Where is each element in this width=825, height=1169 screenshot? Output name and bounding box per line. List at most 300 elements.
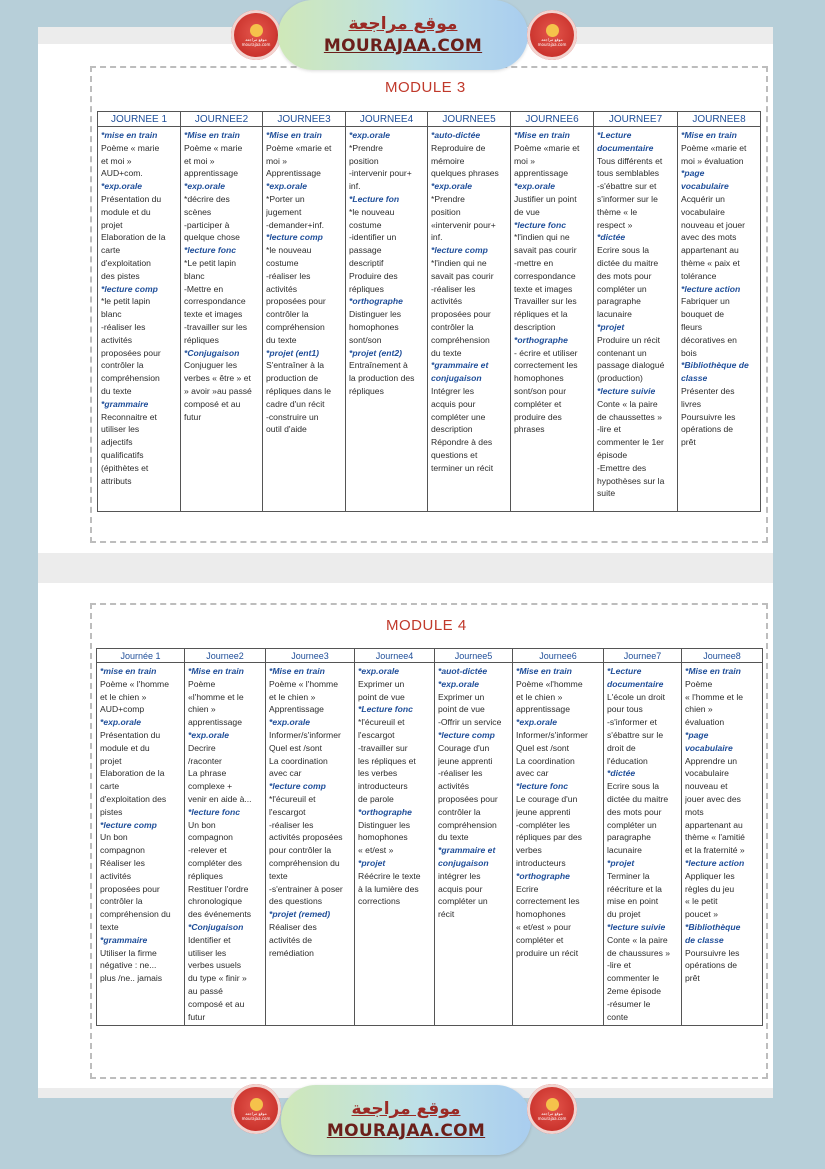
module-title: MODULE 4 bbox=[386, 617, 467, 634]
activity-text: compléter des bbox=[188, 857, 242, 868]
activity-text: produire un récit bbox=[516, 947, 579, 958]
activity-heading: *lecture comp bbox=[100, 819, 157, 830]
activity-text: proposées pour bbox=[266, 296, 326, 307]
activity-text: Exprimer un bbox=[358, 678, 405, 689]
activity-text: Entraînement à bbox=[349, 360, 408, 371]
activity-text: opérations de bbox=[681, 424, 734, 435]
activity-heading: *exp.orale bbox=[438, 678, 480, 689]
activity-text: *décrire des bbox=[184, 193, 230, 204]
activity-text: des événements bbox=[188, 909, 252, 920]
activity-text: Apprentissage bbox=[266, 168, 321, 179]
activity-text: thème « le bbox=[597, 206, 638, 217]
activity-text: -réaliser les bbox=[269, 819, 314, 830]
activity-text: nouveau et bbox=[685, 781, 728, 792]
day-cell bbox=[513, 663, 604, 1026]
logo-text: موقع مراجعة bbox=[245, 36, 267, 42]
activity-text: proposées pour bbox=[100, 883, 160, 894]
activity-text: Poème «l'homme bbox=[516, 678, 583, 689]
site-name-pill[interactable] bbox=[281, 1085, 531, 1155]
activity-heading: *Mise en train bbox=[266, 130, 322, 140]
activity-text: nouveau et jouer bbox=[681, 219, 746, 230]
day-cell bbox=[355, 663, 435, 1026]
day-cell bbox=[98, 127, 181, 512]
activity-text: - écrire et utiliser bbox=[514, 347, 578, 358]
activity-text: -lire et bbox=[597, 424, 621, 435]
logo-sub: mourajaa.com bbox=[537, 1115, 567, 1121]
day-cell bbox=[594, 127, 678, 512]
module-plan-table bbox=[96, 648, 763, 1026]
activity-heading: *Conjugaison bbox=[184, 347, 240, 358]
activity-heading: *lecture fonc bbox=[188, 806, 241, 817]
activity-text: du texte bbox=[101, 385, 132, 396]
day-header: Journée 1 bbox=[97, 649, 185, 663]
activity-heading: *lecture suivie bbox=[607, 921, 666, 932]
activity-text: Apprentissage bbox=[269, 704, 324, 715]
activity-text: acquis pour bbox=[438, 883, 483, 894]
logo-text: موقع مراجعة bbox=[541, 36, 563, 42]
activity-heading: *lecture fonc bbox=[184, 245, 237, 256]
site-name-latin[interactable]: MOURAJAA.COM bbox=[326, 1121, 486, 1141]
activity-text: répliques bbox=[184, 334, 219, 345]
activity-text: -s'entrainer à poser bbox=[269, 883, 343, 894]
activity-text: suite bbox=[597, 488, 616, 499]
activity-text: compléter un bbox=[438, 896, 488, 907]
activity-text: -demander+inf. bbox=[266, 219, 325, 230]
activity-text: compréhension bbox=[101, 373, 160, 384]
activity-heading: vocabulaire bbox=[681, 181, 729, 192]
activity-text: texte bbox=[269, 870, 288, 881]
activity-text: opérations de bbox=[685, 960, 738, 971]
day-cell bbox=[428, 127, 511, 512]
activity-text: Elaboration de la bbox=[100, 768, 165, 779]
activity-text: homophones bbox=[514, 373, 564, 384]
activity-text: -travailler sur les bbox=[184, 321, 248, 332]
activity-text: La coordination bbox=[516, 755, 575, 766]
activity-text: pour contrôler la bbox=[269, 845, 332, 856]
activity-text: module et du bbox=[100, 742, 150, 753]
activity-text: répliques bbox=[188, 870, 223, 881]
activity-text: fleurs bbox=[681, 321, 703, 332]
activity-text: Informer/s'informer bbox=[516, 729, 588, 740]
activity-text: Poème bbox=[685, 678, 713, 689]
activity-heading: *projet bbox=[607, 857, 635, 868]
activity-text: s'informer sur le bbox=[597, 193, 658, 204]
activity-text: Utiliser la firme bbox=[100, 947, 157, 958]
activity-text: -lire et bbox=[607, 960, 631, 971]
activity-text: de chaussures » bbox=[607, 947, 671, 958]
activity-text: de vue bbox=[514, 206, 540, 217]
site-name-latin[interactable]: MOURAJAA.COM bbox=[323, 36, 483, 56]
activity-text: épisode bbox=[597, 449, 628, 460]
site-name-arabic: موقع مراجعة bbox=[351, 1099, 461, 1119]
activity-heading: *Mise en train bbox=[514, 130, 570, 140]
activity-text: activités bbox=[100, 870, 132, 881]
activity-text: dictée du maitre bbox=[597, 257, 659, 268]
day-header: Journee6 bbox=[513, 649, 604, 663]
activity-text: introducteurs bbox=[358, 781, 408, 792]
activity-text: et la fraternité » bbox=[685, 845, 745, 856]
activity-heading: *Mise en train bbox=[188, 666, 244, 676]
activity-text: pistes bbox=[100, 806, 123, 817]
activity-text: compréhension bbox=[438, 819, 497, 830]
activity-text: Réaliser des bbox=[269, 921, 317, 932]
activity-text: Restituer l'ordre bbox=[188, 883, 249, 894]
activity-text: contrôler la bbox=[438, 806, 481, 817]
activity-text: Ecrire sous la bbox=[597, 245, 650, 256]
activity-heading: *auto-dictée bbox=[431, 130, 481, 140]
activity-text: avec des mots bbox=[681, 232, 737, 243]
activity-heading: *page bbox=[681, 168, 705, 179]
activity-text: composé et au bbox=[188, 998, 245, 1009]
activity-text: récit bbox=[438, 909, 455, 920]
activity-heading: *exp.orale bbox=[431, 181, 473, 192]
activity-text: questions et bbox=[431, 449, 478, 460]
module-plan-table bbox=[97, 111, 761, 512]
day-cell bbox=[346, 127, 428, 512]
activity-heading: *exp.orale bbox=[188, 729, 230, 740]
activity-text: jouer avec des bbox=[685, 793, 741, 804]
activity-text: activités de bbox=[269, 934, 312, 945]
activity-text: (production) bbox=[597, 373, 643, 384]
activity-text: description bbox=[431, 424, 473, 435]
activity-text: activités bbox=[438, 781, 470, 792]
activity-text: quelque chose bbox=[184, 232, 240, 243]
activity-text: Produire des bbox=[349, 270, 398, 281]
day-header: JOURNEE8 bbox=[678, 112, 761, 127]
activity-text: Poème bbox=[188, 678, 216, 689]
activity-text: Présentation du bbox=[101, 193, 162, 204]
activity-text: outil d'aide bbox=[266, 424, 307, 435]
activity-text: costume bbox=[266, 257, 299, 268]
site-banner-top bbox=[0, 0, 825, 84]
activity-text: hypothèses sur la bbox=[597, 475, 665, 486]
activity-text: sont/son bbox=[349, 334, 382, 345]
activity-heading: *grammaire bbox=[100, 934, 148, 945]
activity-text: négative : ne... bbox=[100, 960, 157, 971]
activity-text: du texte bbox=[438, 832, 469, 843]
activity-heading: *Mise en train bbox=[681, 130, 737, 140]
activity-text: savait pas courir bbox=[514, 245, 577, 256]
activity-text: scènes bbox=[184, 206, 212, 217]
activity-heading: *orthographe bbox=[358, 806, 412, 817]
activity-heading: *orthographe bbox=[349, 296, 403, 307]
activity-text: *le nouveau bbox=[349, 206, 395, 217]
day-cell bbox=[682, 663, 763, 1026]
day-cell bbox=[511, 127, 594, 512]
activity-text: production de bbox=[266, 373, 319, 384]
activity-text: La coordination bbox=[269, 755, 328, 766]
activity-text: -participer à bbox=[184, 219, 230, 230]
activity-text: contrôler la bbox=[266, 309, 309, 320]
activity-text: et le chien » bbox=[516, 691, 563, 702]
activity-text: adjectifs bbox=[101, 437, 133, 448]
activity-text: attributs bbox=[101, 475, 132, 486]
activity-text: compréhension du bbox=[269, 857, 340, 868]
module-title: MODULE 3 bbox=[385, 79, 466, 96]
day-header: JOURNEE3 bbox=[263, 112, 346, 127]
activity-heading: classe bbox=[681, 373, 708, 384]
activity-text: Justifier un point bbox=[514, 193, 577, 204]
activity-text: projet bbox=[101, 219, 123, 230]
table-row bbox=[98, 127, 761, 512]
activity-text: vocabulaire bbox=[685, 768, 729, 779]
activity-text: position bbox=[431, 206, 461, 217]
activity-text: Courage d'un bbox=[438, 742, 490, 753]
activity-text: *Porter un bbox=[266, 193, 305, 204]
activity-text: répliques dans le bbox=[266, 385, 331, 396]
site-name-pill[interactable] bbox=[278, 0, 528, 70]
logo-sub: mourajaa.com bbox=[241, 1115, 271, 1121]
activity-text: Poème «marie et bbox=[514, 142, 580, 153]
activity-text: compléter une bbox=[431, 411, 486, 422]
day-cell bbox=[181, 127, 263, 512]
activity-text: Réécrire le texte bbox=[358, 870, 421, 881]
activity-text: Travailler sur les bbox=[514, 296, 577, 307]
activity-heading: *projet bbox=[597, 321, 625, 332]
activity-heading: *exp.orale bbox=[516, 717, 558, 728]
activity-text: Apprendre un bbox=[685, 755, 738, 766]
activity-text: chronologique bbox=[188, 896, 242, 907]
activity-heading: *dictée bbox=[597, 232, 626, 243]
activity-text: du texte bbox=[266, 334, 297, 345]
page-separator bbox=[38, 553, 773, 583]
activity-text: mémoire bbox=[431, 155, 465, 166]
activity-text: compagnon bbox=[100, 845, 145, 856]
activity-text: *Prendre bbox=[349, 142, 383, 153]
logo-text: موقع مراجعة bbox=[541, 1110, 563, 1116]
activity-text: -réaliser les bbox=[438, 768, 483, 779]
activity-heading: *lecture comp bbox=[438, 729, 495, 740]
activity-text: verbes « être » et bbox=[184, 373, 251, 384]
activity-text: compréhension bbox=[266, 321, 325, 332]
activity-text: verbes bbox=[516, 845, 542, 856]
activity-text: venir en aide à... bbox=[188, 793, 252, 804]
activity-text: texte bbox=[100, 921, 119, 932]
site-logo-icon bbox=[231, 1084, 281, 1134]
activity-text: Un bon bbox=[188, 819, 216, 830]
site-logo-icon bbox=[527, 1084, 577, 1134]
activity-text: Distinguer les bbox=[349, 309, 402, 320]
activity-text: l'escargot bbox=[269, 806, 306, 817]
activity-text: les verbes bbox=[358, 768, 398, 779]
activity-text: descriptif bbox=[349, 257, 384, 268]
activity-text: Présenter des bbox=[681, 385, 735, 396]
day-header: Journee3 bbox=[266, 649, 355, 663]
activity-text: livres bbox=[681, 398, 702, 409]
day-header: JOURNEE2 bbox=[181, 112, 263, 127]
activity-text: Quel est /sont bbox=[269, 742, 323, 753]
activity-text: -s'ébattre sur et bbox=[597, 181, 657, 192]
activity-heading: *Bibliothèque bbox=[685, 921, 741, 932]
activity-text: futur bbox=[188, 1011, 206, 1022]
activity-heading: *lecture action bbox=[681, 283, 741, 294]
activity-text: compréhension bbox=[431, 334, 490, 345]
activity-text: Poème «marie et bbox=[681, 142, 747, 153]
activity-text: des questions bbox=[269, 896, 323, 907]
activity-text: et moi » bbox=[184, 155, 215, 166]
activity-heading: *Mise en train bbox=[516, 666, 572, 676]
activity-text: conte bbox=[607, 1011, 629, 1022]
activity-text: « et/est » pour bbox=[516, 921, 571, 932]
activity-text: cadre d'un récit bbox=[266, 398, 325, 409]
site-logo-icon bbox=[231, 10, 281, 60]
logo-sub: mourajaa.com bbox=[537, 41, 567, 47]
activity-heading: *exp.orale bbox=[514, 181, 556, 192]
activity-text: droit de bbox=[607, 742, 636, 753]
activity-text: quelques phrases bbox=[431, 168, 499, 179]
table-header-row bbox=[97, 649, 763, 663]
activity-text: apprentissage bbox=[188, 717, 242, 728]
activity-heading: *lecture comp bbox=[101, 283, 158, 294]
activity-text: *Prendre bbox=[431, 193, 465, 204]
activity-heading: *page bbox=[685, 729, 709, 740]
site-banner-bottom bbox=[0, 1084, 825, 1168]
activity-text: appartenant au bbox=[685, 819, 743, 830]
activity-text: répliques et la bbox=[514, 309, 568, 320]
activity-text: Un bon bbox=[100, 832, 128, 843]
day-header: JOURNEE4 bbox=[346, 112, 428, 127]
activity-text: Poème « marie bbox=[184, 142, 243, 153]
day-header: Journee2 bbox=[185, 649, 266, 663]
activity-text: de parole bbox=[358, 793, 394, 804]
activity-text: compléter et bbox=[516, 934, 564, 945]
activity-text: compréhension du bbox=[100, 909, 171, 920]
activity-text: -Offrir un service bbox=[438, 717, 502, 728]
activity-heading: documentaire bbox=[607, 678, 664, 689]
activity-text: « l'homme et le bbox=[685, 691, 744, 702]
activity-text: -identifier un bbox=[349, 232, 397, 243]
activity-text: homophones bbox=[358, 832, 408, 843]
activity-heading: *projet bbox=[358, 857, 386, 868]
activity-heading: *orthographe bbox=[516, 870, 570, 881]
activity-text: commenter le bbox=[607, 973, 660, 984]
activity-text: inf. bbox=[349, 181, 361, 192]
activity-heading: vocabulaire bbox=[685, 742, 733, 753]
activity-text: Conjuguer les bbox=[184, 360, 238, 371]
activity-text: décoratives en bbox=[681, 334, 737, 345]
activity-text: Distinguer les bbox=[358, 819, 411, 830]
activity-text: AUD+comp bbox=[100, 704, 145, 715]
activity-text: proposées pour bbox=[431, 309, 491, 320]
activity-heading: *Lecture bbox=[597, 130, 632, 140]
activity-text: Intégrer les bbox=[431, 385, 474, 396]
activity-text: Ecrire sous la bbox=[607, 781, 660, 792]
activity-text: prêt bbox=[681, 437, 696, 448]
activity-text: costume bbox=[349, 219, 382, 230]
logo-sub: mourajaa.com bbox=[241, 41, 271, 47]
activity-heading: *lecture action bbox=[685, 857, 745, 868]
activity-heading: conjugaison bbox=[431, 373, 482, 384]
activity-text: bois bbox=[681, 347, 697, 358]
activity-text: répliques par des bbox=[516, 832, 582, 843]
activity-text: contrôler la bbox=[431, 321, 474, 332]
activity-text: Répondre à des bbox=[431, 437, 493, 448]
activity-text: correctement les bbox=[514, 360, 578, 371]
activity-text: -s'informer et bbox=[607, 717, 657, 728]
table-header-row bbox=[98, 112, 761, 127]
activity-heading: *dictée bbox=[607, 768, 636, 779]
activity-heading: *lecture comp bbox=[431, 245, 488, 256]
activity-text: jeune apprenti bbox=[438, 755, 493, 766]
activity-text: -relever et bbox=[188, 845, 227, 856]
activity-text: respect » bbox=[597, 219, 633, 230]
activity-text: au passé bbox=[188, 985, 223, 996]
activity-text: poucet » bbox=[685, 909, 718, 920]
day-cell bbox=[435, 663, 513, 1026]
activity-text: Appliquer les bbox=[685, 870, 735, 881]
activity-text: des mots pour bbox=[597, 270, 652, 281]
activity-text: Poème « l'homme bbox=[269, 678, 338, 689]
activity-text: les répliques et bbox=[358, 755, 416, 766]
activity-text: du type « finir » bbox=[188, 973, 247, 984]
day-header: Journee5 bbox=[435, 649, 513, 663]
activity-text: appartenant au bbox=[681, 245, 739, 256]
activity-text: Poème « marie bbox=[101, 142, 160, 153]
activity-heading: *Lecture fonc bbox=[358, 704, 413, 715]
logo-text: موقع مراجعة bbox=[245, 1110, 267, 1116]
activity-text: -compléter les bbox=[516, 819, 570, 830]
activity-heading: *projet (ent1) bbox=[266, 347, 319, 358]
activity-text: -résumer le bbox=[607, 998, 651, 1009]
activity-text: intégrer les bbox=[438, 870, 481, 881]
activity-text: thème « paix et bbox=[681, 257, 740, 268]
activity-text: avec car bbox=[269, 768, 302, 779]
activity-heading: *Mise en train bbox=[685, 666, 741, 676]
activity-heading: *orthographe bbox=[514, 334, 568, 345]
activity-text: bouquet de bbox=[681, 309, 725, 320]
activity-heading: *lecture comp bbox=[269, 781, 326, 792]
activity-text: Poursuivre les bbox=[685, 947, 740, 958]
activity-text: (épithètes et bbox=[101, 462, 149, 473]
activity-heading: *exp.orale bbox=[269, 717, 311, 728]
day-header: JOURNEE6 bbox=[511, 112, 594, 127]
activity-text: utiliser les bbox=[188, 947, 227, 958]
day-header: JOURNEE7 bbox=[594, 112, 678, 127]
activity-text: Fabriquer un bbox=[681, 296, 730, 307]
activity-text: » avoir »au passé bbox=[184, 385, 252, 396]
activity-heading: *exp.orale bbox=[101, 181, 143, 192]
site-logo-icon bbox=[527, 10, 577, 60]
activity-text: moi » évaluation bbox=[681, 155, 744, 166]
activity-text: Produire un récit bbox=[597, 334, 661, 345]
activity-text: apprentissage bbox=[184, 168, 238, 179]
activity-text: activités bbox=[266, 283, 298, 294]
day-cell bbox=[263, 127, 346, 512]
activity-text: S'entraîner à la bbox=[266, 360, 325, 371]
activity-heading: de classe bbox=[685, 934, 724, 945]
activity-text: savait pas courir bbox=[431, 270, 494, 281]
activity-text: «l'homme et le bbox=[188, 691, 244, 702]
activity-text: Exprimer un bbox=[438, 691, 485, 702]
activity-text: correctement les bbox=[516, 896, 580, 907]
day-cell bbox=[266, 663, 355, 1026]
activity-text: compléter un bbox=[597, 283, 647, 294]
activity-text: -réaliser les bbox=[266, 270, 311, 281]
activity-text: et le chien » bbox=[269, 691, 316, 702]
activity-text: thème « l'amitié bbox=[685, 832, 745, 843]
activity-heading: *Mise en train bbox=[269, 666, 325, 676]
activity-text: s'ébattre sur le bbox=[607, 729, 664, 740]
activity-text: blanc bbox=[101, 309, 122, 320]
activity-text: futur bbox=[184, 411, 202, 422]
activity-text: moi » bbox=[514, 155, 536, 166]
activity-text: Le courage d'un bbox=[516, 793, 578, 804]
activity-heading: *grammaire bbox=[101, 398, 149, 409]
activity-text: blanc bbox=[184, 270, 205, 281]
activity-text: de chaussettes » bbox=[597, 411, 662, 422]
day-header: Journee7 bbox=[604, 649, 682, 663]
activity-text: description bbox=[514, 321, 556, 332]
